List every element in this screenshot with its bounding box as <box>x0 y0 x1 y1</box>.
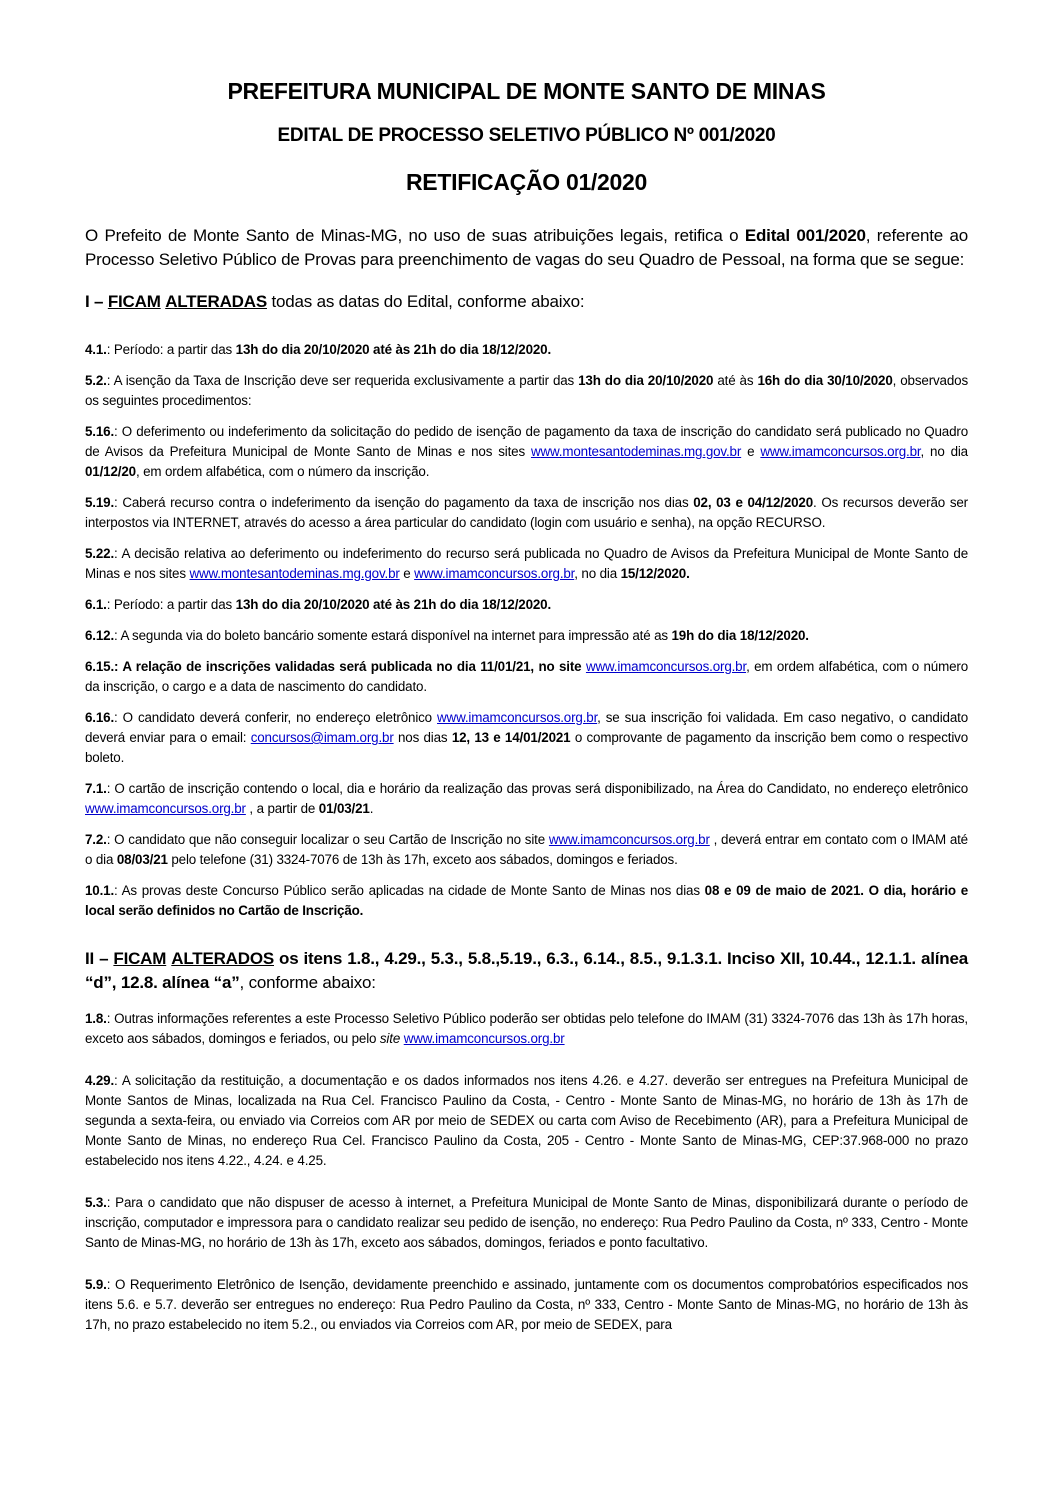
item-5-16: 5.16.: O deferimento ou indeferimento da solicitação do pedido de isenção de pagamento da taxa de inscrição do candidato será publicado no Quadro de Avisos da Prefeitura Municipal de Monte Santo de Minas e nos sites www.montesantodeminas.mg.gov.br e www.imamconcursos.org.br, no dia 01/12/20, em ordem alfabética, com o número da inscrição. <box>85 424 968 479</box>
link-imamconcursos[interactable]: www.imamconcursos.org.br <box>437 710 598 725</box>
document-page <box>85 78 968 1346</box>
section-1-heading: I – FICAM ALTERADAS todas as datas do Edital, conforme abaixo: <box>85 292 585 311</box>
item-6-16: 6.16.: O candidato deverá conferir, no endereço eletrônico www.imamconcursos.org.br, se sua inscrição foi validada. Em caso negativo, o candidato deverá enviar para o email: concursos@imam.org.br nos dias 12, 13 e 14/01/2021 o comprovante de pagamento da inscrição bem como o respectivo boleto. <box>85 710 968 765</box>
intro-paragraph: O Prefeito de Monte Santo de Minas-MG, no uso de suas atribuições legais, retifica o Edital 001/2020, referente ao Processo Seletivo Público de Provas para preenchimento de vagas do seu Quadro de Pessoal, na forma que se segue: <box>85 226 968 269</box>
item-5-19: 5.19.: Caberá recurso contra o indeferimento da isenção do pagamento da taxa de inscrição nos dias 02, 03 e 04/12/2020. Os recursos deverão ser interpostos via INTERNET, através do acesso a área particular do candidato (login com usuário e senha), na opção RECURSO. <box>85 495 968 530</box>
item-6-12: 6.12.: A segunda via do boleto bancário somente estará disponível na internet para impressão até as 19h do dia 18/12/2020. <box>85 628 809 643</box>
link-montesantodeminas[interactable]: www.montesantodeminas.mg.gov.br <box>530 444 742 459</box>
item-4-29: 4.29.: A solicitação da restituição, a documentação e os dados informados nos itens 4.26. e 4.27. deverão ser entregues na Prefeitura Municipal de Monte Santos de Minas, localizada na Rua Cel. Francisco Paulino da Costa, - Centro - Monte Santo de Minas-MG, no horário de 13h às 17h de segunda a sexta-feira, ou enviado via Correios com AR por meio de SEDEX ou carta com Aviso de Recebimento (AR), para a Prefeitura Municipal de Monte Santo de Minas, no endereço Rua Cel. Francisco Paulino da Costa, 205 - Centro - Monte Santo de Minas-MG, CEP:37.968-000 no prazo estabelecido nos itens 4.22., 4.24. e 4.25. <box>85 1073 968 1168</box>
item-1-8: 1.8.: Outras informações referentes a este Processo Seletivo Público poderão ser obtidas pelo telefone do IMAM (31) 3324-7076 das 13h às 17h horas, exceto aos sábados, domingos e feriados, ou pelo site www.imamconcursos.org.br <box>85 1011 968 1046</box>
item-7-1: 7.1.: O cartão de inscrição contendo o local, dia e horário da realização das provas será disponibilizado, na Área do Candidato, no endereço eletrônico www.imamconcursos.org.br , a partir de 01/03/21. <box>85 781 968 816</box>
rectification-heading: RETIFICAÇÃO 01/2020 <box>406 169 647 195</box>
item-5-22: 5.22.: A decisão relativa ao deferimento ou indeferimento do recurso será publicada no Quadro de Avisos da Prefeitura Municipal de Monte Santo de Minas e nos sites www.montesantodeminas.mg.gov.br e www.imamconcursos.org.br, no dia 15/12/2020. <box>85 546 968 581</box>
document-subtitle: EDITAL DE PROCESSO SELETIVO PÚBLICO Nº 001/2020 <box>277 125 776 146</box>
link-imamconcursos[interactable]: www.imamconcursos.org.br <box>760 444 921 459</box>
link-imamconcursos[interactable]: www.imamconcursos.org.br <box>414 566 575 581</box>
section-2-heading: II – FICAM ALTERADOS os itens 1.8., 4.29., 5.3., 5.8.,5.19., 6.3., 6.14., 8.5., 9.1.3.1. Inciso XII, 10.44., 12.1.1. alínea “d”, 12.8. alínea “a”, conforme abaixo: <box>85 949 968 992</box>
item-7-2: 7.2.: O candidato que não conseguir localizar o seu Cartão de Inscrição no site www.imamconcursos.org.br , deverá entrar em contato com o IMAM até o dia 08/03/21 pelo telefone (31) 3324-7076 de 13h às 17h, exceto aos sábados, domingos e feriados. <box>85 832 968 867</box>
item-5-3: 5.3.: Para o candidato que não dispuser de acesso à internet, a Prefeitura Municipal de Monte Santo de Minas, disponibilizará durante o período de inscrição, computador e impressora para o candidato realizar seu pedido de isenção, no endereço: Rua Pedro Paulino da Costa, nº 333, Centro - Monte Santo de Minas-MG, no horário de 13h às 17h, exceto aos sábados, domingos, feriados e ponto facultativo. <box>85 1195 968 1250</box>
item-10-1: 10.1.: As provas deste Concurso Público serão aplicadas na cidade de Monte Santo de Minas nos dias 08 e 09 de maio de 2021. O dia, horário e local serão definidos no Cartão de Inscrição. <box>85 883 969 918</box>
item-5-2: 5.2.: A isenção da Taxa de Inscrição deve ser requerida exclusivamente a partir das 13h do dia 20/10/2020 até às 16h do dia 30/10/2020, observados os seguintes procedimentos: <box>85 373 968 408</box>
link-montesantodeminas[interactable]: www.montesantodeminas.mg.gov.br <box>189 566 400 581</box>
document-title: PREFEITURA MUNICIPAL DE MONTE SANTO DE MINAS <box>227 78 826 104</box>
link-imamconcursos[interactable]: www.imamconcursos.org.br <box>585 659 747 674</box>
link-imamconcursos[interactable]: www.imamconcursos.org.br <box>548 832 710 847</box>
link-imamconcursos[interactable]: www.imamconcursos.org.br <box>85 801 246 816</box>
email-link-concursos[interactable]: concursos@imam.org.br <box>250 730 394 745</box>
link-imamconcursos[interactable]: www.imamconcursos.org.br <box>403 1031 565 1046</box>
item-4-1: 4.1.: Período: a partir das 13h do dia 20/10/2020 até às 21h do dia 18/12/2020. <box>85 342 552 357</box>
item-5-9: 5.9.: O Requerimento Eletrônico de Isenção, devidamente preenchido e assinado, juntamente com os documentos comprobatórios especificados nos itens 5.6. e 5.7. deverão ser entregues no endereço: Rua Pedro Paulino da Costa, nº 333, Centro - Monte Santo de Minas-MG, no horário de 13h às 17h, no prazo estabelecido no item 5.2., ou enviados via Correios com AR, por meio de SEDEX, para <box>85 1277 968 1332</box>
item-6-15: 6.15.: A relação de inscrições validadas será publicada no dia 11/01/21, no site www.imamconcursos.org.br, em ordem alfabética, com o número da inscrição, o cargo e a data de nascimento do candidato. <box>85 659 968 694</box>
item-6-1: 6.1.: Período: a partir das 13h do dia 20/10/2020 até às 21h do dia 18/12/2020. <box>85 597 552 612</box>
